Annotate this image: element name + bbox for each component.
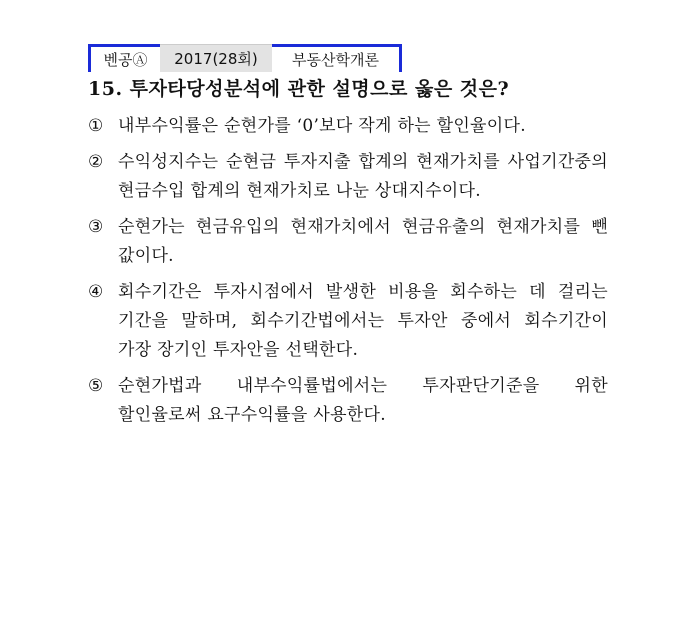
- option-1[interactable]: [88, 112, 608, 141]
- option-text: 순현가는 현금유입의 현재가치에서 현금유출의 현재가치를 뺀 값이다.: [118, 217, 608, 266]
- option-marker: ④: [88, 282, 104, 302]
- option-marker: ③: [88, 217, 104, 237]
- option-marker: ①: [88, 116, 104, 136]
- answer-options: [88, 112, 608, 437]
- exam-year-label: 2017(28회): [160, 44, 272, 72]
- option-text: 내부수익률은 순현가를 ‘0’보다 작게 하는 할인율이다.: [118, 116, 526, 136]
- question-title: 15. 투자타당성분석에 관한 설명으로 옳은 것은?: [88, 78, 510, 100]
- option-text: 순현가법과 내부수익률법에서는 투자판단기준을 위한 할인율로써 요구수익률을 사용한다.: [118, 376, 608, 425]
- option-text: 수익성지수는 순현금 투자지출 합계의 현재가치를 사업기간중의 현금수입 합계의 현재가치로 나눈 상대지수이다.: [118, 152, 608, 201]
- option-marker: ②: [88, 152, 104, 172]
- exam-header: [88, 44, 402, 72]
- option-5[interactable]: [88, 372, 608, 430]
- option-4[interactable]: [88, 278, 608, 365]
- option-2[interactable]: [88, 148, 608, 206]
- subject-tag: 벤공Ⓐ: [88, 44, 160, 72]
- option-text: 회수기간은 투자시점에서 발생한 비용을 회수하는 데 걸리는 기간을 말하며, 회수기간법에서는 투자안 중에서 회수기간이 가장 장기인 투자안을 선택한다.: [118, 282, 608, 360]
- subject-name: 부동산학개론: [272, 44, 402, 72]
- option-3[interactable]: [88, 213, 608, 271]
- option-marker: ⑤: [88, 376, 104, 396]
